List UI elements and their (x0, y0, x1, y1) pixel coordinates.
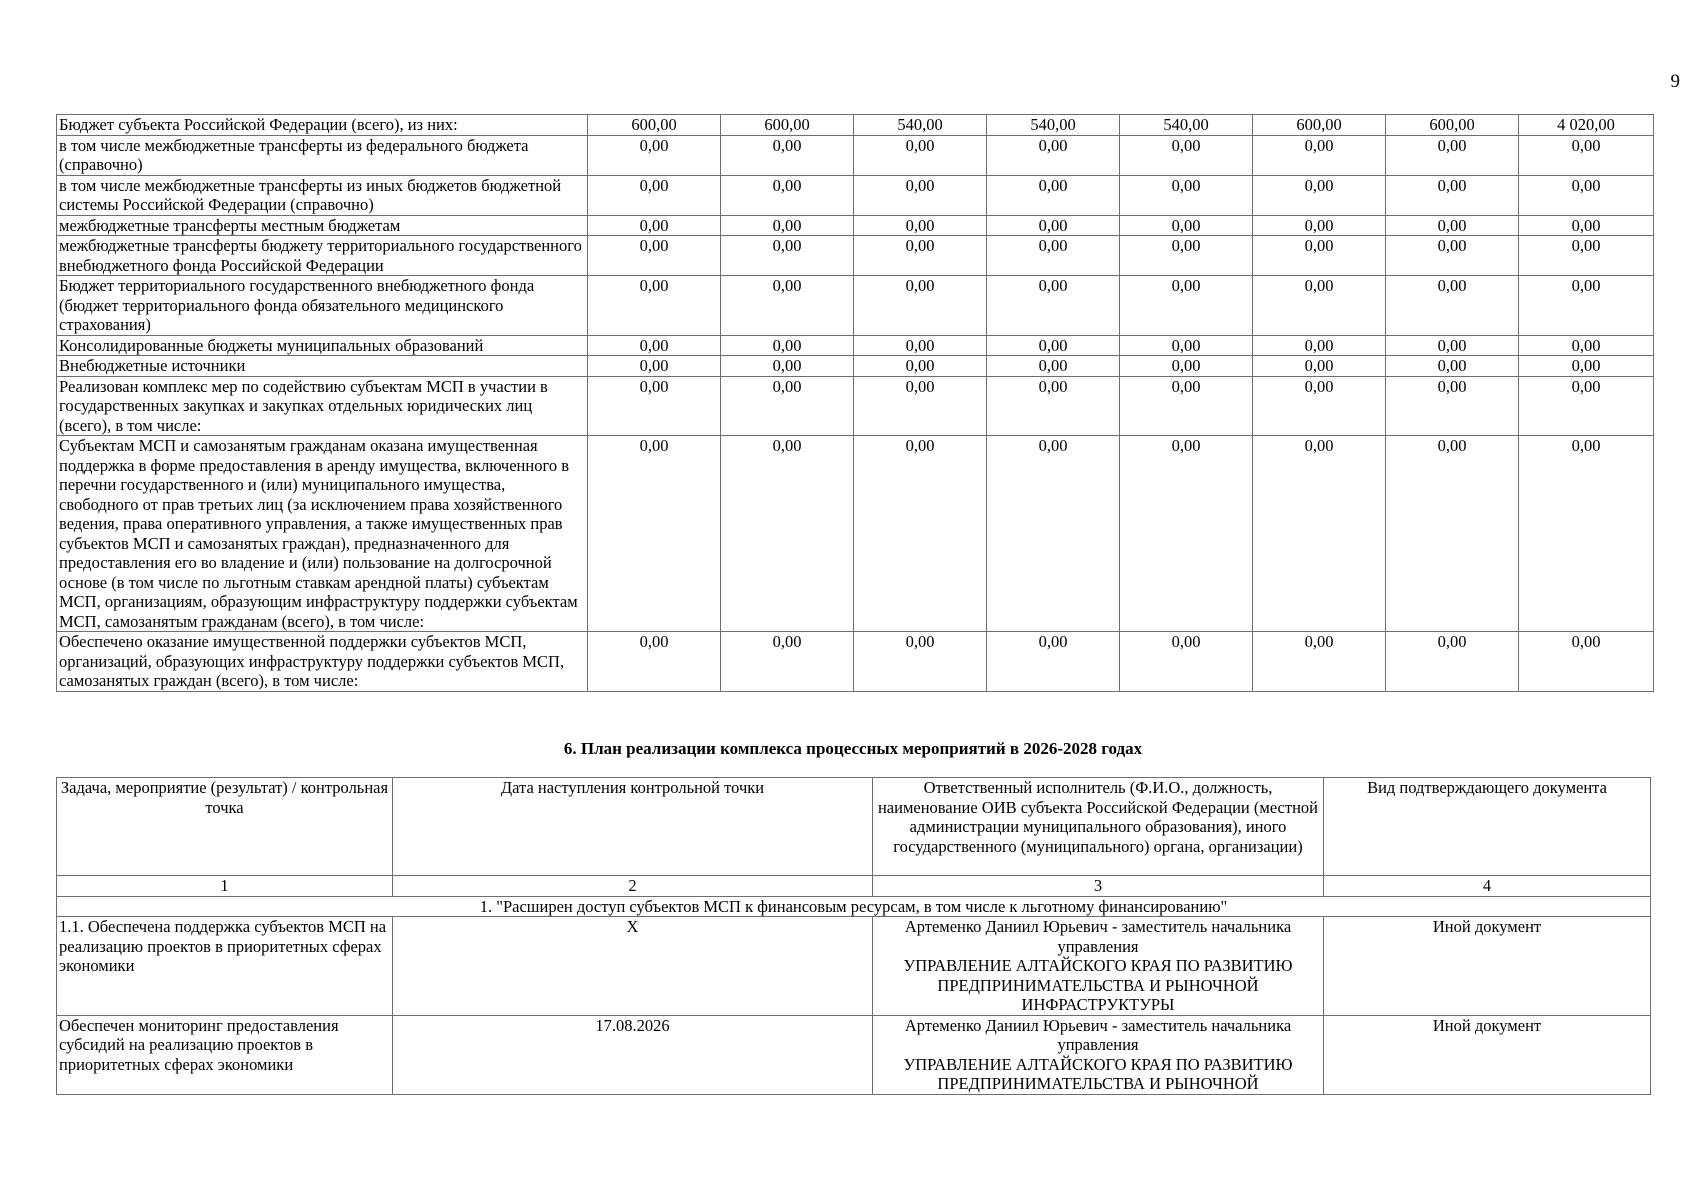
budget-row-label: в том числе межбюджетные трансферты из иных бюджетов бюджетной системы Российской Федерации (справочно) (57, 175, 588, 215)
budget-value-cell: 600,00 (1253, 115, 1386, 136)
budget-value-cell: 0,00 (588, 376, 721, 436)
budget-value-cell: 0,00 (721, 356, 854, 377)
budget-value-cell: 0,00 (854, 135, 987, 175)
budget-row-label: Обеспечено оказание имущественной поддержки субъектов МСП, организаций, образующих инфраструктуру поддержки субъектов МСП, самозанятых граждан (всего), в том числе: (57, 632, 588, 692)
budget-row (57, 236, 1654, 276)
budget-row (57, 436, 1654, 632)
budget-value-cell: 0,00 (854, 632, 987, 692)
budget-value-cell: 0,00 (588, 135, 721, 175)
budget-value-cell: 0,00 (721, 436, 854, 632)
budget-row-label: в том числе межбюджетные трансферты из федерального бюджета (справочно) (57, 135, 588, 175)
plan-header-row (57, 778, 1651, 876)
budget-value-cell: 0,00 (1253, 215, 1386, 236)
plan-task-cell: Обеспечен мониторинг предоставления субсидий на реализацию проектов в приоритетных сферах экономики (57, 1015, 393, 1094)
plan-date-cell: X (393, 917, 873, 1016)
executor-organization: УПРАВЛЕНИЕ АЛТАЙСКОГО КРАЯ ПО РАЗВИТИЮ ПРЕДПРИНИМАТЕЛЬСТВА И РЫНОЧНОЙ ИНФРАСТРУКТУРЫ (903, 956, 1293, 1014)
budget-value-cell: 0,00 (1386, 175, 1519, 215)
budget-value-cell: 0,00 (1386, 236, 1519, 276)
budget-value-cell: 0,00 (1253, 236, 1386, 276)
budget-value-cell: 0,00 (721, 236, 854, 276)
budget-value-cell: 0,00 (987, 135, 1120, 175)
budget-table-body (57, 115, 1654, 692)
budget-row (57, 115, 1654, 136)
budget-value-cell: 0,00 (1120, 215, 1253, 236)
budget-value-cell: 0,00 (721, 335, 854, 356)
header-task: Задача, мероприятие (результат) / контрольная точка (57, 778, 393, 876)
budget-value-cell: 0,00 (1519, 335, 1654, 356)
budget-value-cell: 0,00 (1253, 276, 1386, 336)
budget-value-cell: 0,00 (1519, 276, 1654, 336)
budget-value-cell: 0,00 (1386, 632, 1519, 692)
budget-value-cell: 0,00 (854, 236, 987, 276)
budget-value-cell: 0,00 (1253, 356, 1386, 377)
budget-value-cell: 540,00 (854, 115, 987, 136)
budget-value-cell: 0,00 (1519, 632, 1654, 692)
budget-value-cell: 0,00 (987, 335, 1120, 356)
budget-value-cell: 0,00 (588, 175, 721, 215)
budget-value-cell: 0,00 (1386, 135, 1519, 175)
budget-value-cell: 0,00 (1519, 356, 1654, 377)
plan-row (57, 917, 1651, 1016)
budget-row (57, 215, 1654, 236)
budget-value-cell: 0,00 (1386, 436, 1519, 632)
budget-value-cell: 0,00 (588, 356, 721, 377)
budget-value-cell: 540,00 (1120, 115, 1253, 136)
budget-value-cell: 0,00 (1120, 632, 1253, 692)
header-document: Вид подтверждающего документа (1324, 778, 1651, 876)
budget-row-label: Бюджет территориального государственного внебюджетного фонда (бюджет территориального фонда обязательного медицинского страхования) (57, 276, 588, 336)
budget-row (57, 175, 1654, 215)
budget-value-cell: 0,00 (1519, 436, 1654, 632)
budget-value-cell: 0,00 (987, 276, 1120, 336)
budget-row-label: межбюджетные трансферты местным бюджетам (57, 215, 588, 236)
budget-row (57, 376, 1654, 436)
budget-value-cell: 0,00 (1120, 335, 1253, 356)
budget-row-label: Реализован комплекс мер по содействию субъектам МСП в участии в государственных закупках и закупках отдельных юридических лиц (всего), в том числе: (57, 376, 588, 436)
column-number: 2 (393, 876, 873, 897)
budget-value-cell: 0,00 (987, 376, 1120, 436)
plan-task-title-row (57, 896, 1651, 917)
plan-column-numbers-row (57, 876, 1651, 897)
budget-value-cell: 0,00 (1519, 376, 1654, 436)
budget-value-cell: 540,00 (987, 115, 1120, 136)
budget-value-cell: 0,00 (588, 276, 721, 336)
budget-value-cell: 0,00 (854, 175, 987, 215)
budget-value-cell: 0,00 (1519, 175, 1654, 215)
budget-value-cell: 0,00 (721, 632, 854, 692)
budget-row-label: межбюджетные трансферты бюджету территориального государственного внебюджетного фонда Российской Федерации (57, 236, 588, 276)
budget-value-cell: 0,00 (721, 175, 854, 215)
budget-value-cell: 600,00 (721, 115, 854, 136)
budget-value-cell: 0,00 (854, 356, 987, 377)
budget-row-label: Субъектам МСП и самозанятым гражданам оказана имущественная поддержка в форме предоставления в аренду имущества, включенного в перечни государственного и (или) муниципального имущества, свободного от прав третьих лиц (за исключением права хозяйственного ведения, права оперативного управления, а также имущественных прав субъектов МСП и самозанятых граждан), предназначенного для предоставления его во владение и (или) пользование на долгосрочной основе (в том числе по льготным ставкам арендной платы) субъектам МСП, организациям, образующим инфраструктуру поддержки субъектам МСП, самозанятым гражданам (всего), в том числе: (57, 436, 588, 632)
column-number: 1 (57, 876, 393, 897)
plan-executor-cell (873, 917, 1324, 1016)
budget-value-cell: 0,00 (588, 632, 721, 692)
budget-value-cell: 0,00 (854, 335, 987, 356)
plan-document-cell: Иной документ (1324, 917, 1651, 1016)
column-number: 3 (873, 876, 1324, 897)
plan-task-cell: 1.1. Обеспечена поддержка субъектов МСП на реализацию проектов в приоритетных сферах экономики (57, 917, 393, 1016)
plan-document-cell: Иной документ (1324, 1015, 1651, 1094)
budget-row (57, 632, 1654, 692)
budget-row (57, 356, 1654, 377)
budget-value-cell: 0,00 (721, 135, 854, 175)
budget-value-cell: 600,00 (1386, 115, 1519, 136)
budget-value-cell: 0,00 (1253, 436, 1386, 632)
executor-person: Артеменко Даниил Юрьевич - заместитель начальника управления (904, 1015, 1292, 1054)
budget-value-cell: 0,00 (1386, 356, 1519, 377)
budget-value-cell: 0,00 (1120, 236, 1253, 276)
budget-value-cell: 0,00 (1386, 376, 1519, 436)
budget-value-cell: 4 020,00 (1519, 115, 1654, 136)
budget-value-cell: 600,00 (588, 115, 721, 136)
budget-value-cell: 0,00 (588, 215, 721, 236)
budget-value-cell: 0,00 (987, 175, 1120, 215)
executor-person: Артеменко Даниил Юрьевич - заместитель начальника управления (904, 917, 1292, 956)
budget-value-cell: 0,00 (854, 436, 987, 632)
budget-value-cell: 0,00 (987, 356, 1120, 377)
budget-value-cell: 0,00 (854, 215, 987, 236)
budget-value-cell: 0,00 (1253, 632, 1386, 692)
budget-row-label: Консолидированные бюджеты муниципальных образований (57, 335, 588, 356)
budget-row (57, 135, 1654, 175)
budget-value-cell: 0,00 (588, 436, 721, 632)
budget-value-cell: 0,00 (987, 436, 1120, 632)
plan-table (56, 777, 1651, 1095)
page-number: 9 (1670, 71, 1680, 92)
budget-value-cell: 0,00 (1120, 276, 1253, 336)
budget-value-cell: 0,00 (1120, 175, 1253, 215)
budget-value-cell: 0,00 (1253, 175, 1386, 215)
budget-value-cell: 0,00 (987, 236, 1120, 276)
budget-value-cell: 0,00 (1386, 276, 1519, 336)
budget-value-cell: 0,00 (1253, 376, 1386, 436)
budget-value-cell: 0,00 (854, 376, 987, 436)
budget-value-cell: 0,00 (1120, 356, 1253, 377)
header-date: Дата наступления контрольной точки (393, 778, 873, 876)
budget-value-cell: 0,00 (1120, 135, 1253, 175)
budget-value-cell: 0,00 (1519, 135, 1654, 175)
task-title: 1. "Расширен доступ субъектов МСП к финансовым ресурсам, в том числе к льготному финансированию" (57, 896, 1651, 917)
budget-value-cell: 0,00 (1386, 215, 1519, 236)
budget-value-cell: 0,00 (1519, 236, 1654, 276)
budget-value-cell: 0,00 (588, 335, 721, 356)
budget-value-cell: 0,00 (588, 236, 721, 276)
budget-value-cell: 0,00 (854, 276, 987, 336)
budget-value-cell: 0,00 (721, 215, 854, 236)
budget-value-cell: 0,00 (1519, 215, 1654, 236)
plan-row (57, 1015, 1651, 1094)
budget-row-label: Внебюджетные источники (57, 356, 588, 377)
budget-row (57, 335, 1654, 356)
budget-value-cell: 0,00 (721, 376, 854, 436)
executor-organization: УПРАВЛЕНИЕ АЛТАЙСКОГО КРАЯ ПО РАЗВИТИЮ ПРЕДПРИНИМАТЕЛЬСТВА И РЫНОЧНОЙ (903, 1054, 1293, 1093)
budget-value-cell: 0,00 (1253, 335, 1386, 356)
budget-row-label: Бюджет субъекта Российской Федерации (всего), из них: (57, 115, 588, 136)
plan-date-cell: 17.08.2026 (393, 1015, 873, 1094)
column-number: 4 (1324, 876, 1651, 897)
budget-value-cell: 0,00 (1386, 335, 1519, 356)
budget-value-cell: 0,00 (721, 276, 854, 336)
budget-value-cell: 0,00 (1120, 436, 1253, 632)
header-executor: Ответственный исполнитель (Ф.И.О., должность, наименование ОИВ субъекта Российской Федерации (местной администрации муниципального образования), иного государственного (муниципального) органа, организации) (873, 778, 1324, 876)
budget-row (57, 276, 1654, 336)
budget-value-cell: 0,00 (987, 632, 1120, 692)
budget-value-cell: 0,00 (1253, 135, 1386, 175)
budget-value-cell: 0,00 (987, 215, 1120, 236)
plan-executor-cell (873, 1015, 1324, 1094)
section-title: 6. План реализации комплекса процессных мероприятий в 2026-2028 годах (563, 739, 1143, 758)
budget-value-cell: 0,00 (1120, 376, 1253, 436)
budget-table (56, 114, 1654, 692)
